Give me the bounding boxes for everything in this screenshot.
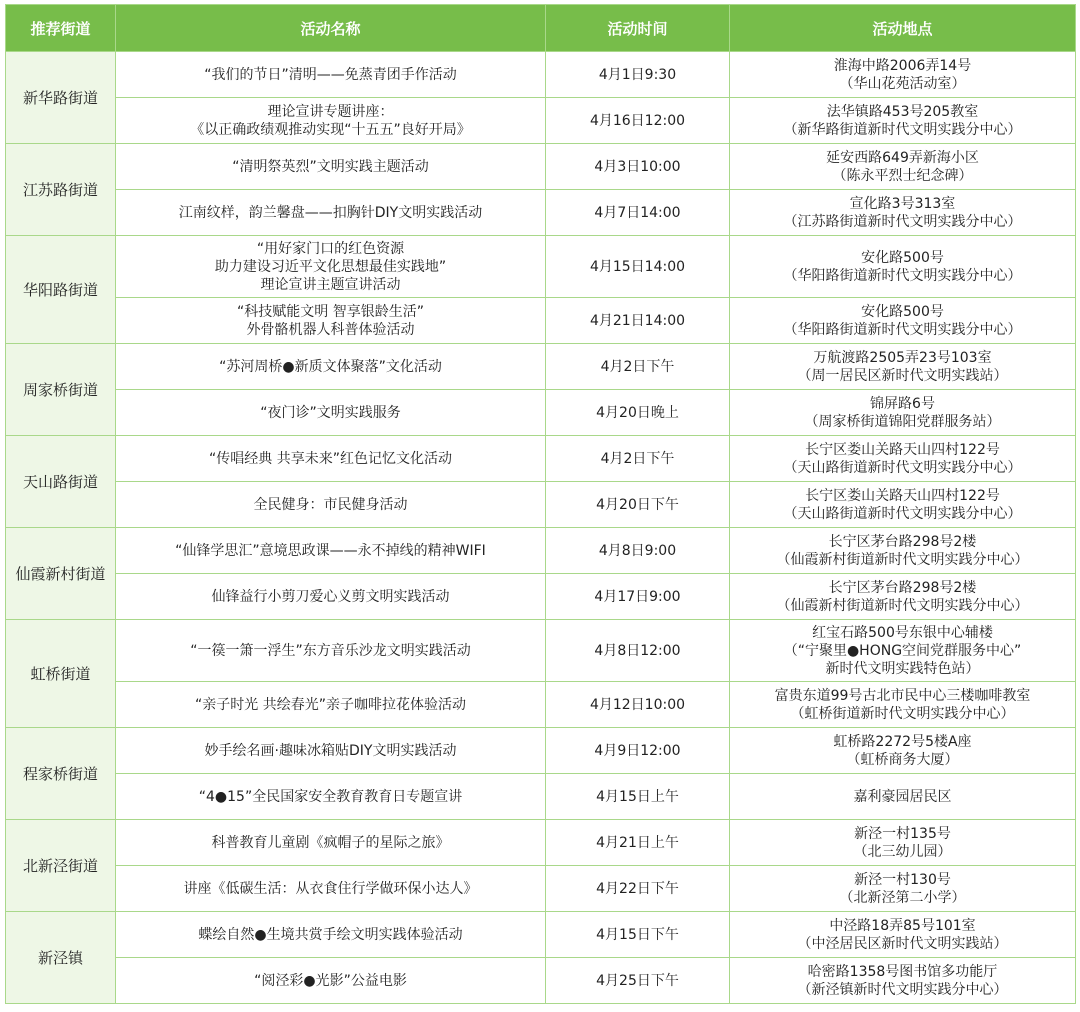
header-activity-name: 活动名称 (116, 5, 546, 52)
activity-place-cell: 富贵东道99号古北市民中心三楼咖啡教室 （虹桥街道新时代文明实践分中心） (730, 682, 1076, 728)
activity-place-cell: 哈密路1358号图书馆多功能厅 （新泾镇新时代文明实践分中心） (730, 958, 1076, 1004)
table-row (6, 528, 1076, 574)
activity-name-cell: “亲子时光 共绘春光”亲子咖啡拉花体验活动 (116, 682, 546, 728)
table-row (6, 482, 1076, 528)
header-activity-place: 活动地点 (730, 5, 1076, 52)
table-row (6, 774, 1076, 820)
activity-name-cell: “苏河周桥●新质文体聚落”文化活动 (116, 344, 546, 390)
table-header (6, 5, 1076, 52)
activity-time-cell: 4月3日10:00 (546, 144, 730, 190)
table-row (6, 866, 1076, 912)
activity-name-cell: 江南纹样，韵兰馨盘——扣胸针DIY文明实践活动 (116, 190, 546, 236)
activity-name-cell: 妙手绘名画·趣味冰箱贴DIY文明实践活动 (116, 728, 546, 774)
activity-place-cell: 法华镇路453号205教室 （新华路街道新时代文明实践分中心） (730, 98, 1076, 144)
header-row (6, 5, 1076, 52)
activity-schedule (5, 4, 1075, 1004)
street-cell: 华阳路街道 (6, 236, 116, 344)
activity-time-cell: 4月25日下午 (546, 958, 730, 1004)
activity-place-cell: 锦屏路6号 （周家桥街道锦阳党群服务站） (730, 390, 1076, 436)
activity-time-cell: 4月16日12:00 (546, 98, 730, 144)
table-row (6, 682, 1076, 728)
table-row (6, 574, 1076, 620)
street-cell: 程家桥街道 (6, 728, 116, 820)
activity-time-cell: 4月2日下午 (546, 344, 730, 390)
table-row (6, 390, 1076, 436)
activity-name-cell: “清明祭英烈”文明实践主题活动 (116, 144, 546, 190)
activity-name-cell: 全民健身：市民健身活动 (116, 482, 546, 528)
activity-name-cell: “传唱经典 共享未来”红色记忆文化活动 (116, 436, 546, 482)
activity-place-cell: 长宁区娄山关路天山四村122号 （天山路街道新时代文明实践分中心） (730, 482, 1076, 528)
activity-time-cell: 4月22日下午 (546, 866, 730, 912)
activity-place-cell: 延安西路649弄新海小区 （陈永平烈士纪念碑） (730, 144, 1076, 190)
street-cell: 虹桥街道 (6, 620, 116, 728)
table-row (6, 236, 1076, 298)
activity-time-cell: 4月21日14:00 (546, 298, 730, 344)
activity-name-cell: 讲座《低碳生活：从衣食住行学做环保小达人》 (116, 866, 546, 912)
activity-place-cell: 嘉利豪园居民区 (730, 774, 1076, 820)
street-cell: 天山路街道 (6, 436, 116, 528)
table-row (6, 52, 1076, 98)
activity-place-cell: 长宁区茅台路298号2楼 （仙霞新村街道新时代文明实践分中心） (730, 528, 1076, 574)
activity-time-cell: 4月21日上午 (546, 820, 730, 866)
activity-name-cell: “4●15”全民国家安全教育教育日专题宣讲 (116, 774, 546, 820)
activity-name-cell: “夜门诊”文明实践服务 (116, 390, 546, 436)
activity-name-cell: “一篌一箫一浮生”东方音乐沙龙文明实践活动 (116, 620, 546, 682)
activity-place-cell: 新泾一村130号 （北新泾第二小学） (730, 866, 1076, 912)
activity-time-cell: 4月1日9:30 (546, 52, 730, 98)
table-row (6, 144, 1076, 190)
activity-table (5, 4, 1076, 1004)
activity-place-cell: 红宝石路500号东银中心辅楼 （“宁聚里●HONG空间党群服务中心” 新时代文明实践特色站） (730, 620, 1076, 682)
street-cell: 江苏路街道 (6, 144, 116, 236)
activity-place-cell: 淮海中路2006弄14号 （华山花苑活动室） (730, 52, 1076, 98)
activity-name-cell: 科普教育儿童剧《疯帽子的星际之旅》 (116, 820, 546, 866)
activity-time-cell: 4月20日晚上 (546, 390, 730, 436)
table-row (6, 820, 1076, 866)
activity-place-cell: 虹桥路2272号5楼A座 （虹桥商务大厦） (730, 728, 1076, 774)
table-row (6, 190, 1076, 236)
activity-time-cell: 4月15日下午 (546, 912, 730, 958)
activity-name-cell: “用好家门口的红色资源 助力建设习近平文化思想最佳实践地” 理论宣讲主题宣讲活动 (116, 236, 546, 298)
table-row (6, 298, 1076, 344)
table-row (6, 958, 1076, 1004)
activity-place-cell: 宣化路3号313室 （江苏路街道新时代文明实践分中心） (730, 190, 1076, 236)
activity-name-cell: 理论宣讲专题讲座： 《以正确政绩观推动实现“十五五”良好开局》 (116, 98, 546, 144)
activity-time-cell: 4月17日9:00 (546, 574, 730, 620)
activity-place-cell: 新泾一村135号 （北三幼儿园） (730, 820, 1076, 866)
activity-place-cell: 安化路500号 （华阳路街道新时代文明实践分中心） (730, 298, 1076, 344)
activity-place-cell: 长宁区茅台路298号2楼 （仙霞新村街道新时代文明实践分中心） (730, 574, 1076, 620)
activity-name-cell: “阅泾彩●光影”公益电影 (116, 958, 546, 1004)
activity-place-cell: 万航渡路2505弄23号103室 （周一居民区新时代文明实践站） (730, 344, 1076, 390)
table-row (6, 912, 1076, 958)
header-activity-time: 活动时间 (546, 5, 730, 52)
activity-time-cell: 4月8日9:00 (546, 528, 730, 574)
activity-time-cell: 4月20日下午 (546, 482, 730, 528)
activity-time-cell: 4月2日下午 (546, 436, 730, 482)
table-row (6, 620, 1076, 682)
header-street: 推荐街道 (6, 5, 116, 52)
activity-time-cell: 4月15日14:00 (546, 236, 730, 298)
table-row (6, 344, 1076, 390)
table-body (6, 52, 1076, 1004)
activity-name-cell: “仙锋学思汇”意境思政课——永不掉线的精神WIFI (116, 528, 546, 574)
activity-time-cell: 4月8日12:00 (546, 620, 730, 682)
activity-place-cell: 长宁区娄山关路天山四村122号 （天山路街道新时代文明实践分中心） (730, 436, 1076, 482)
activity-name-cell: “我们的节日”清明——免蒸青团手作活动 (116, 52, 546, 98)
street-cell: 仙霞新村街道 (6, 528, 116, 620)
activity-name-cell: “科技赋能文明 智享银龄生活” 外骨骼机器人科普体验活动 (116, 298, 546, 344)
activity-name-cell: 蝶绘自然●生境共赏手绘文明实践体验活动 (116, 912, 546, 958)
activity-place-cell: 中泾路18弄85号101室 （中泾居民区新时代文明实践站） (730, 912, 1076, 958)
table-row (6, 436, 1076, 482)
activity-time-cell: 4月15日上午 (546, 774, 730, 820)
street-cell: 新华路街道 (6, 52, 116, 144)
street-cell: 北新泾街道 (6, 820, 116, 912)
street-cell: 周家桥街道 (6, 344, 116, 436)
activity-name-cell: 仙锋益行小剪刀爱心义剪文明实践活动 (116, 574, 546, 620)
activity-time-cell: 4月7日14:00 (546, 190, 730, 236)
street-cell: 新泾镇 (6, 912, 116, 1004)
activity-place-cell: 安化路500号 （华阳路街道新时代文明实践分中心） (730, 236, 1076, 298)
table-row (6, 728, 1076, 774)
table-row (6, 98, 1076, 144)
activity-time-cell: 4月12日10:00 (546, 682, 730, 728)
activity-time-cell: 4月9日12:00 (546, 728, 730, 774)
